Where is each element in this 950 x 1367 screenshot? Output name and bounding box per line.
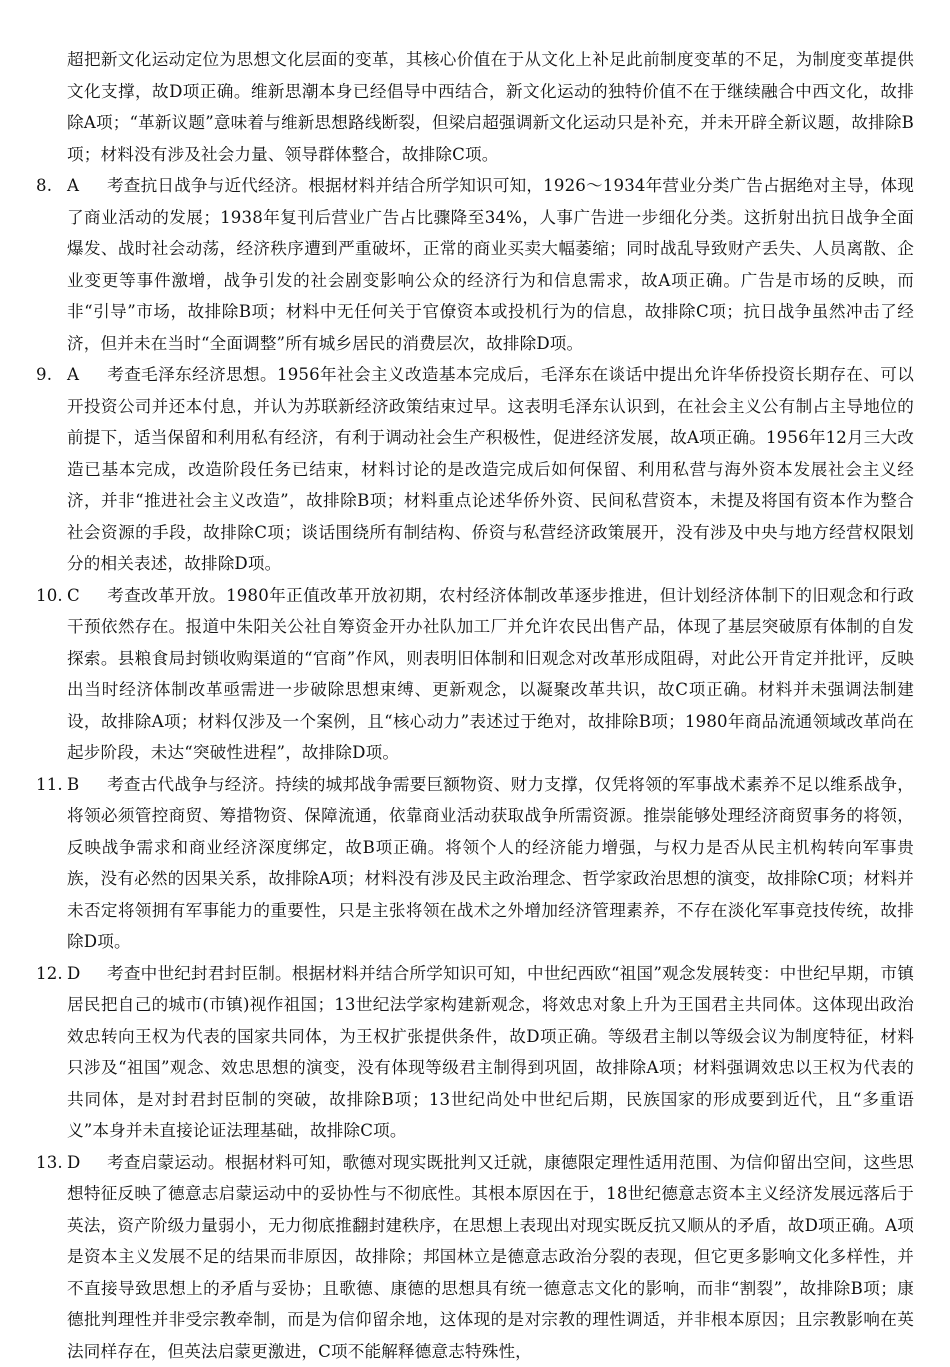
item-number: 9. [36,359,67,391]
item-explanation: 考查启蒙运动。根据材料可知，歌德对现实既批判又迁就，康德限定理性适用范围、为信仰留出空间，这些思想特征反映了德意志启蒙运动中的妥协性与不彻底性。其根本原因在于，18世纪德意志资本主义经济发展远落后于英法，资产阶级力量弱小，无力彻底推翻封建秩序，在思想上表现出对现实既反抗又顺从的矛盾，故D项正确。A项是资本主义发展不足的结果而非原因，故排除；邦国林立是德意志政治分裂的表现，但它更多影响文化多样性，并不直接导致思想上的矛盾与妥协；且歌德、康德的思想具有统一德意志文化的影响，而非“割裂”，故排除B项；康德批判理性并非受宗教牵制，而是为信仰留余地，这体现的是对宗教的理性调适，并非根本原因；且宗教影响在英法同样存在，但英法启蒙更激进，C项不能解释德意志特殊性， [67,1153,914,1361]
answer-item-12 [36,958,914,1147]
answer-explanation-page [36,44,914,1367]
item-answer: D [67,958,107,990]
item-number: 10. [36,580,67,612]
item-number: 11. [36,769,67,801]
item-answer: D [67,1147,107,1179]
item-explanation: 考查古代战争与经济。持续的城邦战争需要巨额物资、财力支撑，仅凭将领的军事战术素养不足以维系战争，将领必须管控商贸、筹措物资、保障流通，依靠商业活动获取战争所需资源。推崇能够处理经济商贸事务的将领，反映战争需求和商业经济深度绑定，故B项正确。将领个人的经济能力增强，与权力是否从民主机构转向军事贵族，没有必然的因果关系，故排除A项；材料没有涉及民主政治理念、哲学家政治思想的演变，故排除C项；材料并未否定将领拥有军事能力的重要性，只是主张将领在战术之外增加经济管理素养，不存在淡化军事竞技传统，故排除D项。 [67,775,914,952]
answer-item-11 [36,769,914,958]
item-answer: A [67,170,107,202]
item-number: 13. [36,1147,67,1179]
answer-item-13 [36,1147,914,1367]
item-explanation: 考查毛泽东经济思想。1956年社会主义改造基本完成后，毛泽东在谈话中提出允许华侨投资长期存在、可以开投资公司并还本付息，并认为苏联新经济政策结束过早。这表明毛泽东认识到，在社会主义公有制占主导地位的前提下，适当保留和利用私有经济，有利于调动社会生产积极性，促进经济发展，故A项正确。1956年12月三大改造已基本完成，改造阶段任务已结束，材料讨论的是改造完成后如何保留、利用私营与海外资本发展社会主义经济，并非“推进社会主义改造”，故排除B项；材料重点论述华侨外资、民间私营资本，未提及将国有资本作为整合社会资源的手段，故排除C项；谈话围绕所有制结构、侨资与私营经济政策展开，没有涉及中央与地方经营权限划分的相关表述，故排除D项。 [67,365,914,573]
item-number: 8. [36,170,67,202]
item-number: 12. [36,958,67,990]
answer-item-9 [36,359,914,580]
item-answer: B [67,769,107,801]
continued-paragraph: 超把新文化运动定位为思想文化层面的变革，其核心价值在于从文化上补足此前制度变革的不足，为制度变革提供文化支撑，故D项正确。维新思潮本身已经倡导中西结合，新文化运动的独特价值不在于继续融合中西文化，故排除A项；“革新议题”意味着与维新思想路线断裂，但梁启超强调新文化运动只是补充，并未开辟全新议题，故排除B项；材料没有涉及社会力量、领导群体整合，故排除C项。 [36,44,914,170]
item-explanation: 考查抗日战争与近代经济。根据材料并结合所学知识可知，1926～1934年营业分类广告占据绝对主导，体现了商业活动的发展；1938年复刊后营业广告占比骤降至34%，人事广告进一步细化分类。这折射出抗日战争全面爆发、战时社会动荡，经济秩序遭到严重破坏，正常的商业买卖大幅萎缩；同时战乱导致财产丢失、人员离散、企业变更等事件激增，战争引发的社会剧变影响公众的经济行为和信息需求，故A项正确。广告是市场的反映，而非“引导”市场，故排除B项；材料中无任何关于官僚资本或投机行为的信息，故排除C项；抗日战争虽然冲击了经济，但并未在当时“全面调整”所有城乡居民的消费层次，故排除D项。 [67,176,914,353]
answer-item-10 [36,580,914,769]
answer-item-8 [36,170,914,359]
item-explanation: 考查改革开放。1980年正值改革开放初期，农村经济体制改革逐步推进，但计划经济体制下的旧观念和行政干预依然存在。报道中朱阳关公社自筹资金开办社队加工厂并允许农民出售产品，体现了基层突破原有体制的自发探索。县粮食局封锁收购渠道的“官商”作风，则表明旧体制和旧观念对改革形成阻碍，对此公开肯定并批评，反映出当时经济体制改革亟需进一步破除思想束缚、更新观念，以凝聚改革共识，故C项正确。材料并未强调法制建设，故排除A项；材料仅涉及一个案例，且“核心动力”表述过于绝对，故排除B项；1980年商品流通领域改革尚在起步阶段，未达“突破性进程”，故排除D项。 [67,586,914,763]
item-answer: A [67,359,107,391]
item-explanation: 考查中世纪封君封臣制。根据材料并结合所学知识可知，中世纪西欧“祖国”观念发展转变：中世纪早期，市镇居民把自己的城市(市镇)视作祖国；13世纪法学家构建新观念，将效忠对象上升为王国君主共同体。这体现出政治效忠转向王权为代表的国家共同体，为王权扩张提供条件，故D项正确。等级君主制以等级会议为制度特征，材料只涉及“祖国”观念、效忠思想的演变，没有体现等级君主制得到巩固，故排除A项；材料强调效忠以王权为代表的共同体，是对封君封臣制的突破，故排除B项；13世纪尚处中世纪后期，民族国家的形成要到近代，且“多重语义”本身并未直接论证法理基础，故排除C项。 [67,964,914,1141]
item-answer: C [67,580,107,612]
